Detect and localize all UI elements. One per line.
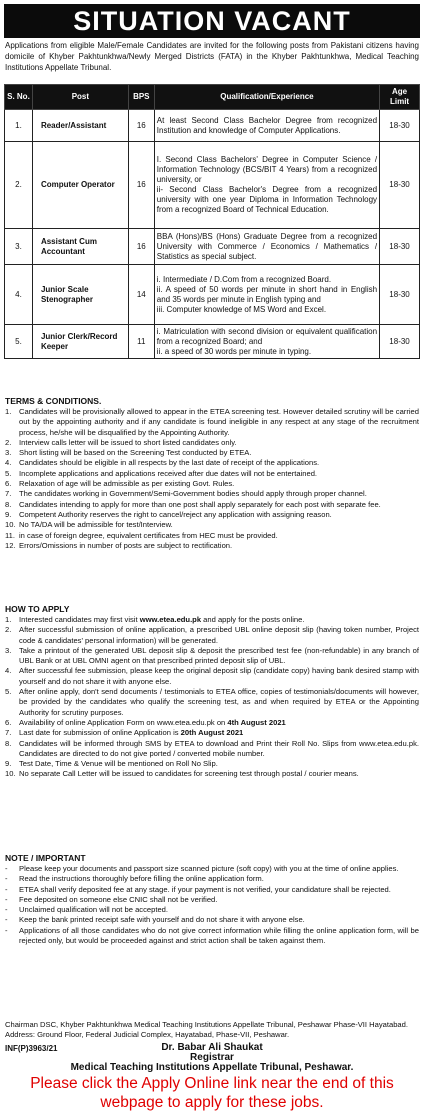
qual-line: i. Matriculation with second division or equivalent qualification from a recognized Board; and	[156, 326, 378, 346]
table-row	[5, 265, 420, 325]
list-item: 4. Candidates should be eligible in all respects by the last date of receipt of the applications.	[5, 458, 320, 468]
terms-title: TERMS & CONDITIONS.	[5, 396, 102, 406]
qual-line: BBA (Hons)/BS (Hons) Graduate Degree from a recognized University with Commerce / Economics / Mathematics / Statistics as special subject.	[156, 231, 378, 261]
row-post: Junior Scale Stenographer	[32, 265, 128, 325]
row-qualification	[154, 142, 379, 229]
row-bps: 14	[128, 265, 154, 325]
etea-link[interactable]: www.etea.edu.pk	[139, 615, 202, 624]
table-header-row	[5, 85, 420, 110]
list-item: 4. After successful fee submission, please keep the original deposit slip (candidate copy) having bank desired stamp with yourself and do not share it with anyone else.	[5, 666, 419, 686]
qual-line: i. Intermediate / D.Com from a recognized Board.	[156, 274, 332, 284]
intro-paragraph: Applications from eligible Male/Female Candidates are invited for the following posts from Pakistani citizens having domicile of Khyber Pakhtunkhwa/Newly Merged Districts (FATA) in the Khyber Pakhtunkhwa, Medical Teaching Institutions Appellate Tribunal.	[5, 41, 419, 72]
col-age-limit: Age Limit	[380, 85, 420, 110]
list-item: 1. Candidates will be provisionally allowed to appear in the ETEA screening test. However detailed scrutiny will be carried out by the appointing authority and if any candidate is found ineligible in any respect at any stage of the recruitment process, he/she will be disqualified by the Appointing Authority.	[5, 407, 419, 437]
list-item: 8. Candidates intending to apply for more than one post shall apply separately for each post with separate fee.	[5, 499, 381, 509]
notes-list	[5, 864, 419, 946]
signatory-name: Dr. Babar Ali Shaukat	[161, 1042, 263, 1053]
list-item: - Please keep your documents and passport size scanned picture (soft copy) with you at the time of online applies.	[5, 864, 399, 873]
row-sno: 3.	[5, 229, 33, 265]
notes-title: NOTE / IMPORTANT	[5, 853, 86, 863]
list-item: - Unclaimed qualification will not be accepted.	[5, 905, 169, 915]
list-item: 5. After online apply, don't send documents / testimonials to ETEA office, copies of testimonials/documents will however, be provided by the candidates who qualify the screening test, as and when required by ETEA or the Appointing Authority for scrutiny purposes.	[5, 687, 419, 717]
row-age: 18-30	[380, 229, 420, 265]
signatory-designation: Registrar	[190, 1052, 234, 1063]
list-item: 6. Availability of online Application Form on www.etea.edu.pk on 4th August 2021	[5, 717, 286, 727]
row-age: 18-30	[380, 325, 420, 359]
apply-online-note: Please click the Apply Online link near the end of this webpage to apply for these jobs.	[30, 1075, 394, 1111]
list-item: 3. Short listing will be based on the Screening Test conducted by ETEA.	[5, 448, 252, 458]
table-row	[5, 325, 420, 359]
list-item: - Fee deposited on someone else CNIC shall not be verified.	[5, 894, 218, 904]
row-bps: 16	[128, 229, 154, 265]
list-item: 2. Interview calls letter will be issued to short listed candidates only.	[5, 437, 237, 447]
ad-title: SITUATION VACANT	[4, 4, 420, 38]
list-item: 10. No separate Call Letter will be issued to candidates for screening test through postal / courier means.	[5, 769, 359, 779]
row-bps: 16	[128, 142, 154, 229]
row-qualification	[154, 110, 379, 142]
posts-table	[4, 84, 420, 359]
col-post: Post	[32, 85, 128, 110]
row-qualification	[154, 229, 379, 265]
qual-line: ii. a speed of 30 words per minute in typing.	[156, 346, 312, 356]
address-block: Chairman DSC, Khyber Pakhtunkhwa Medical Teaching Institutions Appellate Tribunal, Peshawar Phase-VII Hayatabad. Address: Ground Floor, Federal Judicial Complex, Hayatabad, Phase-VII, Peshawar.	[5, 1020, 408, 1040]
qual-line: iii. Computer knowledge of MS Word and Excel.	[156, 304, 327, 314]
howto-title: HOW TO APPLY	[5, 604, 70, 614]
row-sno: 5.	[5, 325, 33, 359]
row-bps: 16	[128, 110, 154, 142]
list-item: 11. in case of foreign degree, equivalent certificates from HEC must be provided.	[5, 530, 278, 540]
table-row	[5, 110, 420, 142]
list-item: 7. Last date for submission of online Application is 20th August 2021	[5, 728, 244, 738]
qual-line: I. Second Class Bachelors' Degree in Computer Science / Information Technology (BCS/BIT 4 Years) from a recognized university, or	[156, 155, 378, 184]
list-item: 9. Competent Authority reserves the right to cancel/reject any application with assigning reason.	[5, 509, 332, 519]
row-bps: 11	[128, 325, 154, 359]
row-sno: 4.	[5, 265, 33, 325]
list-item: 9. Test Date, Time & Venue will be mentioned on Roll No Slip.	[5, 759, 218, 769]
howto-list	[5, 615, 419, 780]
list-item: 3. Take a printout of the generated UBL deposit slip & deposit the prescribed test fee (non-refundable) in any branch of UBL Bank or at UBL OMNI agent on that prescribed printed deposit slip of UBL.	[5, 645, 419, 666]
row-post: Reader/Assistant	[32, 110, 128, 142]
col-sno: S. No.	[5, 85, 33, 110]
list-item: 1. Interested candidates may first visit www.etea.edu.pk and apply for the posts online.	[5, 615, 305, 624]
row-sno: 1.	[5, 110, 33, 142]
table-row	[5, 142, 420, 229]
row-age: 18-30	[380, 110, 420, 142]
infp-number: INF(P)3963/21	[5, 1044, 58, 1053]
qual-line: At least Second Class Bachelor Degree from recognized Institution and knowledge of Computer Applications.	[156, 115, 378, 135]
list-item: 12. Errors/Omissions in number of posts are subject to rectification.	[5, 540, 233, 550]
row-post: Junior Clerk/Record Keeper	[32, 325, 128, 359]
signatory-office: Medical Teaching Institutions Appellate Tribunal, Peshawar.	[70, 1062, 354, 1073]
terms-list	[5, 407, 419, 551]
qual-line: ii. A speed of 50 words per minute in short hand in English and 35 words per minute in English typing and	[156, 284, 378, 304]
list-item: 10. No TA/DA will be admissible for test/Interview.	[5, 520, 173, 530]
list-item: - Read the instructions thoroughly before filling the online application form.	[5, 874, 264, 884]
list-item: - ETEA shall verify deposited fee at any stage. if your payment is not verified, your candidature shall be rejected.	[5, 884, 391, 894]
row-post: Assistant Cum Accountant	[32, 229, 128, 265]
row-sno: 2.	[5, 142, 33, 229]
col-bps: BPS	[128, 85, 154, 110]
list-item: 8. Candidates will be informed through SMS by ETEA to download and Print their Roll No. Slips from www.etea.edu.pk. Candidates are directed to do not give ported / converted mobile number.	[5, 738, 419, 758]
list-item: 2. After successful submission of online application, a prescribed UBL online deposit slip (having token number, Project code & candidates' personal information) will be generated.	[5, 625, 419, 645]
list-item: 5. Incomplete applications and applications received after due dates will not be entertained.	[5, 468, 318, 478]
row-age: 18-30	[380, 265, 420, 325]
row-age: 18-30	[380, 142, 420, 229]
list-item: 6. Relaxation of age will be admissible as per existing Govt. Rules.	[5, 479, 235, 489]
list-item: - Applications of all those candidates who do not give correct information while filling the online application form, will be rejected only, but would be proceeded against and strict action shall be taken against them.	[5, 925, 419, 946]
row-qualification	[154, 265, 379, 325]
row-qualification	[154, 325, 379, 359]
list-item: - Keep the bank printed receipt safe with yourself and do not share it with anyone else.	[5, 915, 305, 925]
row-post: Computer Operator	[32, 142, 128, 229]
table-row	[5, 229, 420, 265]
col-qualification: Qualification/Experience	[154, 85, 379, 110]
list-item: 7. The candidates working in Government/Semi-Government bodies should apply through proper channel.	[5, 489, 367, 499]
qual-line: ii- Second Class Bachelor's Degree from a recognized university with one year Diploma in Information Technology from a recognized Board of Technical Education.	[156, 185, 378, 214]
